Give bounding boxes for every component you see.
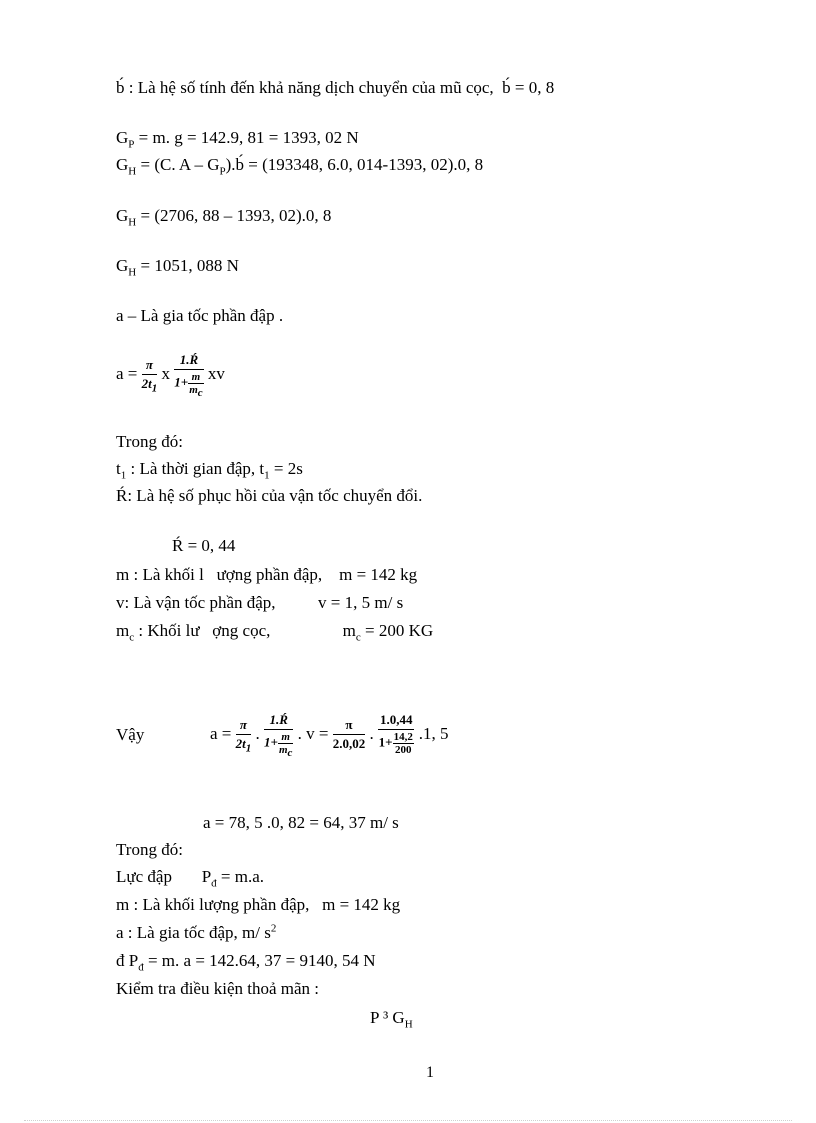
gh-equation-1: $G_H = (C$. $A - G_P).b́ = (193348$, 6.0, 014-1393, 02).0, 8: [116, 155, 484, 178]
mc-definition: $m_c$ : Khối lư ợng cọc, $m_c = 200$ KG: [116, 621, 434, 644]
trong-do-label-1: Trong đó:: [116, 432, 183, 451]
acc-definition: a : Là gia tốc đập, m/ $s^2$: [116, 922, 277, 942]
fraction-numeric-restitution: 1.0,44 1+ $\frac{14,2}{200}$: [378, 712, 413, 756]
check-condition-label: Kiểm tra điều kiện thoả mãn :: [116, 979, 319, 998]
page-number: 1: [426, 1064, 434, 1081]
gh-equation-2: $G_H = (2706$, 88 – 1393, 02).0, 8: [116, 206, 332, 229]
v-definition: v: Là vận tốc phần đập, v = 1, 5 m/ s: [116, 593, 404, 612]
pd-equation: đ $P_đ = m$. a = 142.64, 37 = 9140, 54 N: [116, 951, 376, 974]
m-definition: m : Là khối l ượng phần đập, m = 142 kg: [116, 565, 418, 584]
vay-label: Vậy: [116, 725, 145, 744]
r-definition: Ŕ: Là hệ số phục hồi của vận tốc chuyển đổi.: [116, 486, 423, 505]
trong-do-label-2: Trong đó:: [116, 840, 183, 859]
formula-acceleration: a = $\frac{\pi}{2t_1}$ x 1.Ŕ 1+ $\frac{m}{m_c}$ xv: [116, 352, 225, 400]
m-definition-2: m : Là khối lượng phần đập, m = 142 kg: [116, 895, 401, 914]
fraction-pi-over-2t1-b: $\frac{\pi}{2t_1}$: [235, 716, 252, 755]
fraction-pi-over-numeric: $\frac{\pi}{2.0,02}$: [332, 716, 366, 751]
a-result: a = 78, 5 .0, 82 = 64, 37 m/ s: [203, 813, 399, 832]
r-value: Ŕ = 0, 44: [172, 536, 236, 555]
luc-dap-definition: Lực đập $P_đ = m.a$.: [116, 867, 265, 890]
gh-equation-3: $G_H = 1051$, 088 N: [116, 256, 239, 279]
condition-inequality: P ³ $G_H$: [370, 1008, 413, 1031]
fraction-restitution: 1.Ŕ 1+ $\frac{m}{m_c}$: [174, 352, 203, 400]
b-definition: b́ : Là hệ số tính đến khả năng dịch chuyển của mũ cọc, b́ = 0, 8: [116, 78, 555, 97]
a-definition: a – Là gia tốc phần đập .: [116, 306, 284, 325]
gp-equation: $G_P = m$. g = 142.9, 81 = 1393, 02 N: [116, 128, 359, 151]
t1-definition: $t_1$ : Là thời gian đập, $t_1 = 2s$: [116, 459, 303, 482]
fraction-pi-over-2t1: $\frac{\pi}{2t_1}$: [141, 356, 158, 395]
page-bottom-divider: [24, 1120, 792, 1121]
fraction-restitution-b: 1.Ŕ 1+ $\frac{m}{m_c}$: [264, 712, 293, 760]
formula-acceleration-substituted: a = $\frac{\pi}{2t_1}$ . 1.Ŕ 1+ $\frac{m}{m_c}$ . v = $\frac{\pi}{2.0,02}$ . 1.0,44 1+ $\frac{14,2}{200}$ .1, 5: [210, 712, 449, 760]
